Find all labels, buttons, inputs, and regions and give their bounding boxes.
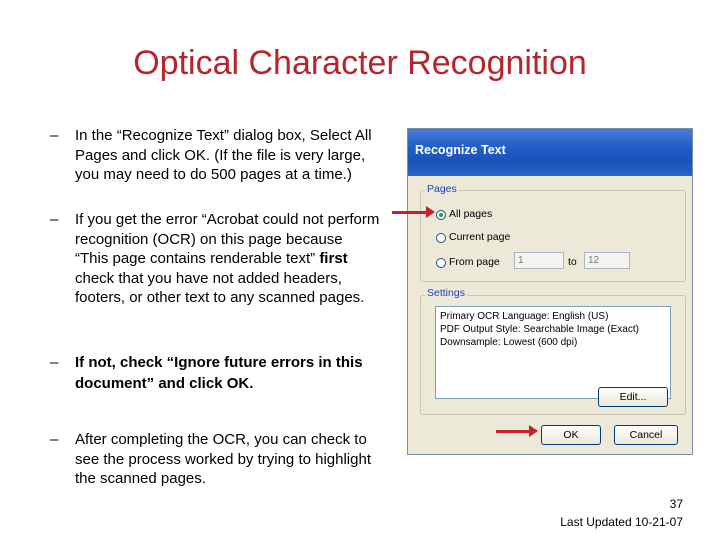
bullet-dash: –	[50, 211, 59, 228]
bullet-text-bold: first	[319, 250, 348, 267]
radio-current-page-label[interactable]: Current page	[449, 231, 511, 243]
edit-button[interactable]: Edit...	[598, 387, 668, 407]
radio-from-page[interactable]	[436, 258, 446, 268]
settings-summary-list	[435, 306, 671, 399]
last-updated: Last Updated 10-21-07	[560, 515, 683, 529]
bullet-dash: –	[50, 431, 59, 448]
bullet-select-all-pages	[50, 126, 380, 185]
radio-from-page-label[interactable]: From page	[449, 256, 500, 268]
page-number: 37	[669, 497, 683, 511]
recognize-text-dialog	[407, 128, 693, 455]
pages-group-label: Pages	[427, 183, 457, 195]
settings-line: PDF Output Style: Searchable Image (Exact)	[440, 324, 639, 335]
radio-all-pages-label[interactable]: All pages	[449, 208, 493, 220]
bullet-text-part: check that you have not added headers, footers, or other text to any scanned pages.	[75, 269, 365, 306]
bullet-text: After completing the OCR, you can check to see the process worked by trying to highlight the scanned pages.	[75, 431, 371, 487]
to-page-field[interactable]: 12	[584, 252, 630, 269]
to-label: to	[568, 256, 577, 268]
bullet-text: In the “Recognize Text” dialog box, Select All Pages and click OK. (If the file is very large, you may need to do 500 pages at a time.)	[75, 127, 372, 183]
settings-line: Primary OCR Language: English (US)	[440, 311, 609, 322]
bullet-dash: –	[50, 127, 59, 144]
from-page-field[interactable]: 1	[514, 252, 564, 269]
dialog-title: Recognize Text	[415, 143, 506, 157]
radio-all-pages[interactable]	[436, 210, 446, 220]
bullet-text	[75, 210, 380, 308]
bullet-check-ocr	[50, 430, 395, 489]
bullet-text: If not, check “Ignore future errors in this document” and click OK.	[75, 354, 363, 392]
arrow-right-icon	[392, 211, 429, 214]
settings-line: Downsample: Lowest (600 dpi)	[440, 337, 578, 348]
settings-group-label: Settings	[427, 287, 465, 299]
ok-button[interactable]: OK	[541, 425, 601, 445]
radio-current-page[interactable]	[436, 233, 446, 243]
bullet-dash: –	[50, 354, 59, 371]
bullet-text-part: If you get the error “Acrobat could not perform recognition (OCR) on this page because “This page contains renderable text”	[75, 211, 380, 267]
cancel-button[interactable]: Cancel	[614, 425, 678, 445]
bullet-error-message	[50, 210, 380, 308]
slide-title: Optical Character Recognition	[133, 44, 587, 82]
bullet-ignore-errors	[50, 352, 395, 394]
dialog-titlebar	[408, 129, 692, 176]
arrow-right-icon	[496, 430, 532, 433]
